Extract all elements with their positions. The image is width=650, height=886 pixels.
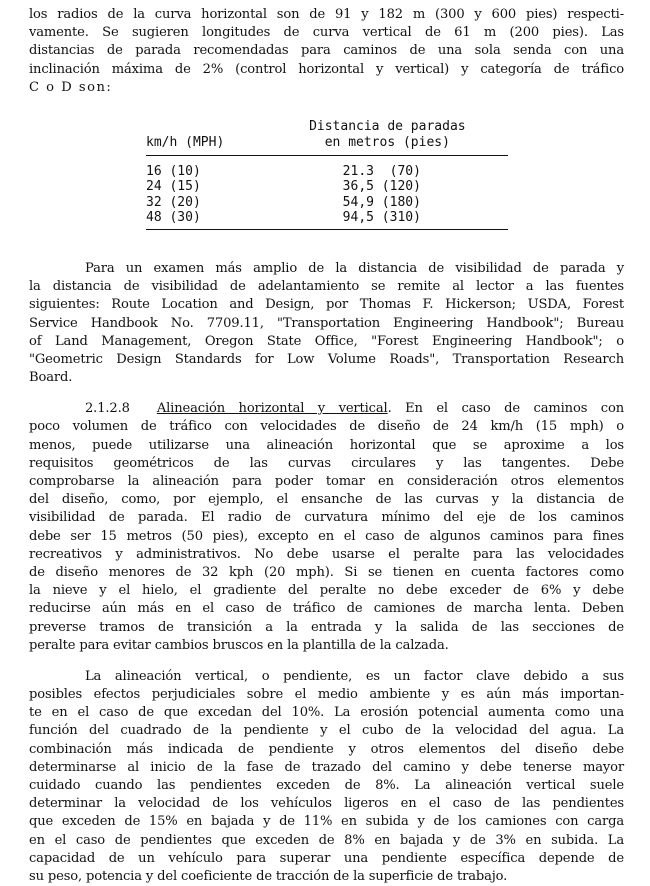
text-line: comprobarse la alineación para poder tomar en consideración otros elementos xyxy=(29,474,624,489)
distance-cell: 94,5 (310) xyxy=(342,210,421,226)
text-line: debe ser 15 metros (50 pies), excepto en el caso de algunos caminos para fines xyxy=(29,528,624,544)
text-line: Service Handbook No. 7709.11, "Transportation Engineering Handbook"; Bureau xyxy=(29,315,624,331)
text-line: preverse tramos de transición a la entrada y la salida de las secciones de xyxy=(29,619,624,635)
text-line: que exceden de 15% en bajada y de 11% en subida y de los camiones con carga xyxy=(29,814,624,830)
table-row xyxy=(146,210,508,229)
section-heading-rest: . En el caso de caminos con xyxy=(387,401,624,417)
stopping-distance-table xyxy=(146,119,508,230)
text-line: Board. xyxy=(29,370,73,386)
text-line: C o D son: xyxy=(29,79,113,95)
text-line: "Geometric Design Standards for Low Volume Roads", Transportation Research xyxy=(29,351,624,367)
table-row xyxy=(146,155,508,179)
column-header-distance xyxy=(267,119,508,156)
references-paragraph xyxy=(29,260,624,387)
text-line: del diseño, como, por ejemplo, el ensanche de las curvas y la distancia de xyxy=(29,492,624,508)
text-line: distancias de parada recomendadas para caminos de una sola senda con una xyxy=(29,43,624,59)
text-line: reducirse aún más en el caso de tráfico de camiones de marcha lenta. Deben xyxy=(29,601,624,617)
text-line: Para un examen más amplio de la distancia de visibilidad de parada y xyxy=(85,260,624,276)
vertical-alignment-paragraph xyxy=(29,668,624,886)
text-line: la distancia de visibilidad de adelantamiento se remite al lector a las fuentes xyxy=(29,279,624,295)
text-line: la nieve y el hielo, el gradiente del peralte no debe exceder de 6% y debe xyxy=(29,583,624,599)
text-line: visibilidad de parada. El radio de curvatura mínimo del eje de los caminos xyxy=(29,510,624,526)
text-line: los radios de la curva horizontal son de 91 y 182 m (300 y 600 pies) respecti- xyxy=(29,7,624,22)
table-row xyxy=(146,195,508,211)
column-header-distance-line2: en metros (pies) xyxy=(324,134,450,150)
text-line: función del cuadrado de la pendiente y el cubo de la velocidad del agua. La xyxy=(29,723,624,739)
text-line: combinación más indicada de pendiente y otros elementos del diseño debe xyxy=(29,741,624,757)
text-line: capacidad de un vehículo para superar una pendiente específica depende de xyxy=(29,850,624,866)
table-row xyxy=(146,179,508,195)
distance-cell: 36,5 (120) xyxy=(342,179,421,195)
document-page xyxy=(29,0,624,886)
speed-cell: 16 (10) xyxy=(146,163,201,179)
text-line: posibles efectos perjudiciales sobre el medio ambiente y es aún más importan- xyxy=(29,687,624,703)
text-line: recreativos y administrativos. No debe usarse el peralte para las velocidades xyxy=(29,546,624,562)
text-line: inclinación máxima de 2% (control horizontal y vertical) y categoría de tráfico xyxy=(29,61,624,77)
text-line: poco volumen de tráfico con velocidades de diseño de 24 km/h (15 mph) o xyxy=(29,419,624,435)
text-line: La alineación vertical, o pendiente, es un factor clave debido a sus xyxy=(85,668,624,684)
table-header-row xyxy=(146,119,508,156)
section-horizontal-vertical-alignment xyxy=(29,400,624,655)
text-line: vamente. Se sugieren longitudes de curva vertical de 61 m (200 pies). Las xyxy=(29,25,624,41)
text-line: determinar la velocidad de los vehículos ligeros en el caso de las pendientes xyxy=(29,796,624,812)
speed-cell: 32 (20) xyxy=(146,194,201,210)
section-title: Alineación horizontal y vertical xyxy=(156,401,388,417)
text-line: menos, puede utilizarse una alineación horizontal que se aproxime a los xyxy=(29,437,624,453)
section-number: 2.1.2.8 xyxy=(85,401,130,417)
text-line: siguientes: Route Location and Design, por Thomas F. Hickerson; USDA, Forest xyxy=(29,297,624,313)
section-heading-line xyxy=(29,400,624,418)
text-line: en el caso de pendientes que exceden de 8% en bajada y de 3% en subida. La xyxy=(29,832,624,848)
table-wrapper xyxy=(146,119,508,230)
speed-cell: 24 (15) xyxy=(146,179,201,195)
column-header-speed: km/h (MPH) xyxy=(146,134,225,150)
text-line: de diseño menores de 32 kph (20 mph). Si se tienen en cuenta factores como xyxy=(29,564,624,580)
distance-cell: 21.3 (70) xyxy=(342,163,421,179)
text-line: of Land Management, Oregon State Office, "Forest Engineering Handbook"; o xyxy=(29,333,624,349)
intro-paragraph xyxy=(29,6,624,97)
speed-cell: 48 (30) xyxy=(146,210,201,226)
text-line: requisitos geométricos de las curvas circulares y las tangentes. Debe xyxy=(29,455,624,471)
text-line: cuidado cuando las pendientes exceden de 8%. La alineación vertical suele xyxy=(29,778,624,793)
column-header-distance-line1: Distancia de paradas xyxy=(309,118,466,134)
text-line: su peso, potencia y del coeficiente de tracción de la superficie de trabajo. xyxy=(29,868,508,884)
text-line: te en el caso de que excedan del 10%. La erosión potencial aumenta como una xyxy=(29,705,624,721)
text-line: peralte para evitar cambios bruscos en la plantilla de la calzada. xyxy=(29,637,449,653)
text-line: determinarse al inicio de la fase de trazado del camino y debe tenerse mayor xyxy=(29,759,624,775)
distance-cell: 54,9 (180) xyxy=(342,194,421,210)
